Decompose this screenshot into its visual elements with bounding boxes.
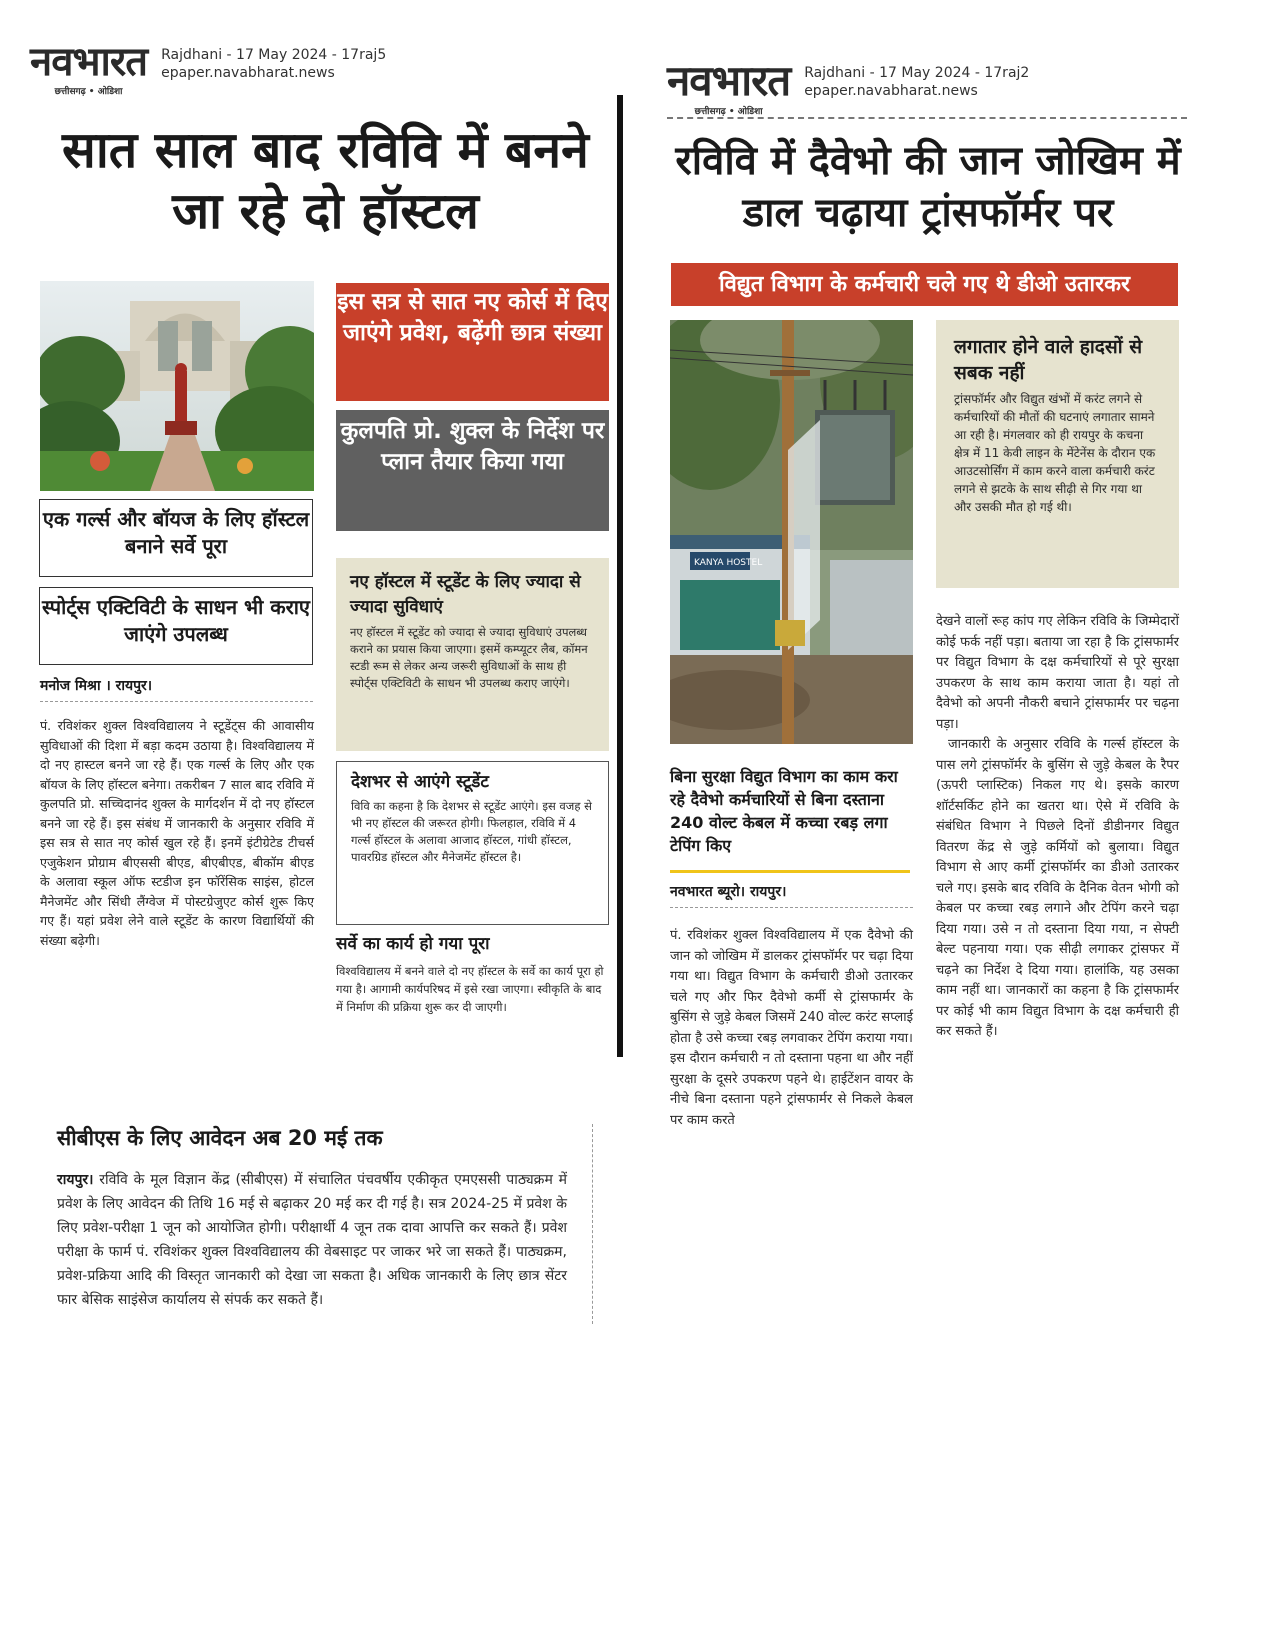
sidebar-accidents-body: ट्रांसफॉर्मर और विद्युत खंभों में करंट लगने से कर्मचारियों की मौतों की घटनाएं लगातार सामने आ रही है। मंगलवार को ही रायपुर के कचना क्षेत्र में 11 केवी लाइन के मेंटेनेंस के दौरान एक आउटसोर्सिंग में काम करने वाला कर्मचारी करंट लगने से झटके के साथ सीढ़ी से गिर गया था और उसकी मौत हो गई थी। bbox=[954, 392, 1156, 514]
edition-info bbox=[161, 46, 386, 82]
edition-date: Rajdhani - 17 May 2024 - 17raj5 bbox=[161, 47, 387, 63]
transformer-pole-image bbox=[670, 320, 913, 744]
masthead-divider bbox=[667, 117, 1187, 119]
highlight-red-box: इस सत्र से सात नए कोर्स में दिए जाएंगे प्रवेश, बढ़ेंगी छात्र संख्या bbox=[336, 283, 609, 401]
sidebar-nationwide bbox=[336, 761, 609, 925]
left-logo-block bbox=[30, 39, 148, 97]
right-masthead bbox=[667, 56, 1030, 117]
right-article-para3: जानकारी के अनुसार रविवि के गर्ल्स हॉस्टल के पास लगे ट्रांसफॉर्मर के बुसिंग से जुड़े केबल के रैपर (ऊपरी प्लास्टिक) निकल गए थे। इसके कारण शॉर्टसर्किट होने का खतरा था। ऐसे में रविवि के संबंधित विभाग ने पिछले दिनों डीडीनगर विद्युत वितरण केंद्र से जुड़े कर्मियों को बुलाया। विद्युत विभाग से आए कर्मी ट्रांसफॉर्मर का डीओ उतारकर चले गए। इसके बाद रविवि के दैनिक वेतन भोगी को केबल पर कच्चा रबड़ लगाने और टेपिंग करने चढ़ा दिया गया। उसे न तो दस्ताना दिया गया, न सेफ्टी बेल्ट पहनाया गया। एक सीढ़ी लगाकर ट्रांसफर में चढ़ने का निर्देश दे दिया गया। हालांकि, यह उसका काम नहीं था। जानकारों का कहना है कि ट्रांसफार्मर पर कोई भी काम विद्युत विभाग के दक्ष कर्मचारी ही कर सकते हैं। bbox=[936, 737, 1179, 1039]
cbs-dateline: रायपुर। bbox=[57, 1172, 94, 1188]
sidebar-facilities-head: नए हॉस्टल में स्टूडेंट के लिए ज्यादा से ज्यादा सुविधाएं bbox=[350, 572, 581, 617]
edition-date: Rajdhani - 17 May 2024 - 17raj2 bbox=[804, 65, 1030, 81]
cbs-article bbox=[57, 1168, 567, 1312]
sidebar-survey-body: विश्वविद्यालय में बनने वाले दो नए हॉस्टल के सर्वे का कार्य पूरा हो गया है। आगामी कार्यपरिषद में इसे रखा जाएगा। स्वीकृति के बाद में निर्माण की प्रक्रिया शुरू कर दी जाएगी। bbox=[336, 964, 604, 1014]
logo-subtitle: छत्तीसगढ़ • ओडिशा bbox=[54, 87, 123, 97]
cbs-headline: सीबीएस के लिए आवेदन अब 20 मई तक bbox=[57, 1126, 383, 1150]
cbs-body: रविवि के मूल विज्ञान केंद्र (सीबीएस) में संचालित पंचवर्षीय एकीकृत एमएससी पाठ्यक्रम में प्रवेश के लिए आवेदन की तिथि 16 मई से बढ़ाकर 20 मई कर दी गई है। सत्र 2024-25 में प्रवेश के लिए प्रवेश-परीक्षा 1 जून को आयोजित होगी। परीक्षार्थी 4 जून तक दावा आपत्ति कर सकते हैं। प्रवेश परीक्षा के फार्म पं. रविशंकर शुक्ल विश्वविद्यालय की वेबसाइट पर जाकर भरे जा सकते हैं। पाठ्यक्रम, प्रवेश-प्रक्रिया आदि की विस्तृत जानकारी को देखा जा सकता है। अधिक जानकारी के लिए छात्र सेंटर फार बेसिक साइंसेज कार्यालय से संपर्क कर सकते हैं। bbox=[57, 1172, 567, 1308]
red-subhead-bar: विद्युत विभाग के कर्मचारी चले गए थे डीओ उतारकर bbox=[671, 263, 1178, 306]
caption-underline bbox=[670, 870, 910, 873]
right-article-body-col2 bbox=[936, 612, 1179, 1043]
edition-site: epaper.navabharat.news bbox=[161, 65, 335, 81]
photo-caption: बिना सुरक्षा विद्युत विभाग का काम करा रहे दैवेभो कर्मचारियों से बिना दस्ताना 240 वोल्ट केबल में कच्चा रबड़ लगा टेपिंग किए bbox=[670, 767, 898, 855]
newspaper-logo: नवभारत bbox=[667, 56, 791, 105]
sidebar-facilities bbox=[336, 558, 609, 751]
left-masthead bbox=[30, 39, 387, 97]
left-headline: सात साल बाद रविवि में बनने जा रहे दो हॉस्टल bbox=[62, 121, 589, 240]
university-photo bbox=[40, 281, 314, 491]
highlight-gray-box: कुलपति प्रो. शुक्ल के निर्देश पर प्लान तैयार किया गया bbox=[336, 410, 609, 531]
right-headline: रविवि में दैवेभो की जान जोखिम में डाल चढ़ाया ट्रांसफॉर्मर पर bbox=[675, 138, 1181, 236]
sidebar-facilities-body: नए हॉस्टल में स्टूडेंट को ज्यादा से ज्यादा सुविधाएं उपलब्ध कराने का प्रयास किया जाएगा। इसमें कम्प्यूटर लैब, कॉमन स्टडी रूम से लेकर अन्य जरूरी सुविधाओं के साथ ही स्पोर्ट्स एक्टिविटी के साधन भी उपलब्ध कराए जाएंगे। bbox=[350, 625, 588, 690]
hostel-sign-text: KANYA HOSTEL bbox=[694, 558, 763, 568]
byline-divider bbox=[670, 907, 913, 908]
sidebar-accidents-head: लगातार होने वाले हादसों से सबक नहीं bbox=[954, 336, 1143, 384]
right-article-para2: देखने वालों रूह कांप गए लेकिन रविवि के जिम्मेदारों कोई फर्क नहीं पड़ा। बताया जा रहा है कि ट्रांसफार्मर पर विद्युत विभाग के दक्ष कर्मचारियों से पूरे सुरक्षा उपकरण के साथ काम कराया जाता है। यहां तो दैवेभो को अपनी नौकरी बचाने ट्रांसफार्मर पर चढ़ना पड़ा। bbox=[936, 614, 1179, 732]
sidebar-survey-head: सर्वे का कार्य हो गया पूरा bbox=[336, 934, 490, 954]
byline-divider bbox=[40, 701, 313, 702]
logo-subtitle: छत्तीसगढ़ • ओडिशा bbox=[694, 107, 763, 117]
cbs-divider bbox=[592, 1124, 593, 1324]
left-byline: मनोज मिश्रा । रायपुर। bbox=[40, 678, 153, 694]
sidebar-survey bbox=[336, 932, 611, 1016]
sidebar-accidents bbox=[936, 320, 1179, 588]
university-building-image bbox=[40, 281, 314, 491]
edition-site: epaper.navabharat.news bbox=[804, 83, 978, 99]
newspaper-logo: नवभारत bbox=[30, 39, 148, 85]
column-divider bbox=[617, 95, 623, 1057]
left-article-body: पं. रविशंकर शुक्ल विश्वविद्यालय ने स्टूडेंट्स की आवासीय सुविधाओं की दिशा में बड़ा कदम उठाया है। विश्वविद्यालय में दो नए हास्टल बनने जा रहे हैं। एक गर्ल्स के लिए और एक बॉयज के लिए हॉस्टल बनेगा। तकरीबन 7 साल बाद रविवि में कुलपति प्रो. सच्चिदानंद शुक्ल के मार्गदर्शन में दो नए हॉस्टल बनने जा रहे हैं। इस संबंध में जानकारी के अनुसार रविवि में इस सत्र से सात नए कोर्स खुल रहे हैं। इनमें इंटीग्रेटेड टीचर्स एजुकेशन प्रोग्राम बीएससी बीएड, बीएबीएड, बीकॉम बीएड के अलावा स्कूल ऑफ स्टडीज इन फॉरेंसिक साइंस, होटल मैनेजमेंट और सिंधी लैंग्वेज में पोस्टग्रेजुएट कोर्स शुरू किए गए हैं। यहां प्रवेश लेने वाले स्टूडेंट के कारण विद्यार्थियों की संख्या बढ़ेगी। bbox=[40, 718, 314, 948]
sidebar-nationwide-body: विवि का कहना है कि देशभर से स्टूडेंट आएंगे। इस वजह से भी नए हॉस्टल की जरूरत होगी। फिलहाल, रविवि में 4 गर्ल्स हॉस्टल के अलावा आजाद हॉस्टल, गांधी हॉस्टल, पावरग्रिड हॉस्टल और मैनेजमेंट हॉस्टल है। bbox=[351, 799, 592, 864]
right-article-body-col1: पं. रविशंकर शुक्ल विश्वविद्यालय में एक दैवेभो की जान को जोखिम में डालकर ट्रांसफॉर्मर पर चढ़ा दिया गया था। विद्युत विभाग के कर्मचारी डीओ उतारकर चले गए और फिर दैवेभो कर्मी से ट्रांसफार्मर के बुसिंग से जुड़े केबल जिसमें 240 वोल्ट करंट सप्लाई होता है उसे कच्चा रबड़ लगवाकर टेपिंग कराया गया। इस दौरान कर्मचारी न तो दस्ताना पहना था और नहीं सुरक्षा के दूसरे उपकरण पहने थे। हाईटेंशन वायर के नीचे बिना दस्ताना पहने ट्रांसफार्मर से निकले केबल पर काम करते bbox=[670, 928, 913, 1128]
edition-info bbox=[804, 64, 1029, 100]
subhead-box-hostel-survey: एक गर्ल्स और बॉयज के लिए हॉस्टल बनाने सर्वे पूरा bbox=[39, 499, 313, 577]
transformer-photo bbox=[670, 320, 913, 744]
sidebar-nationwide-head: देशभर से आएंगे स्टूडेंट bbox=[351, 772, 489, 792]
subhead-box-sports: स्पोर्ट्स एक्टिविटी के साधन भी कराए जाएंगे उपलब्ध bbox=[39, 587, 313, 665]
right-logo-block bbox=[667, 56, 791, 117]
right-byline: नवभारत ब्यूरो। रायपुर। bbox=[670, 884, 787, 900]
